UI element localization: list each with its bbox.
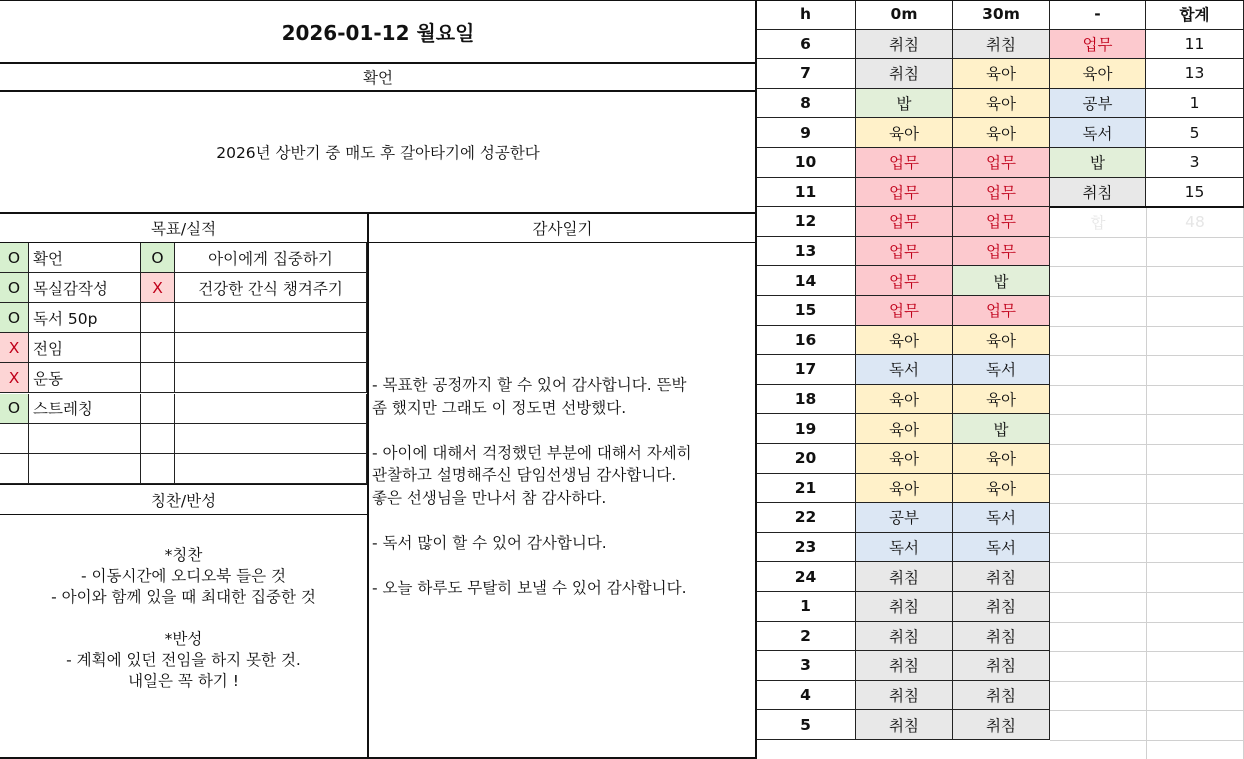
praise-line: *반성 bbox=[164, 630, 203, 648]
summary-category[interactable]: 업무 bbox=[1050, 30, 1146, 60]
goal-status-mark[interactable] bbox=[0, 454, 29, 484]
gratitude-line: 좋은 선생님을 만나서 참 감사하다. bbox=[372, 488, 607, 507]
summary-category[interactable]: 취침 bbox=[1050, 178, 1146, 208]
hour-cell: 6 bbox=[756, 30, 856, 60]
hour-cell: 5 bbox=[756, 710, 856, 740]
slot-30m[interactable]: 밥 bbox=[953, 266, 1050, 296]
slot-0m[interactable]: 육아 bbox=[856, 326, 953, 356]
summary-total[interactable]: 1 bbox=[1146, 89, 1244, 119]
slot-0m[interactable]: 육아 bbox=[856, 444, 953, 474]
slot-30m[interactable]: 업무 bbox=[953, 178, 1050, 208]
summary-category[interactable]: 육아 bbox=[1050, 59, 1146, 89]
hour-cell: 11 bbox=[756, 178, 856, 208]
slot-0m[interactable]: 취침 bbox=[856, 710, 953, 740]
gratitude-line bbox=[372, 554, 756, 577]
hour-cell: 16 bbox=[756, 326, 856, 356]
slot-30m[interactable]: 취침 bbox=[953, 710, 1050, 740]
summary-category[interactable]: 밥 bbox=[1050, 148, 1146, 178]
goal-status-mark[interactable] bbox=[141, 303, 175, 333]
summary-category[interactable]: 공부 bbox=[1050, 89, 1146, 119]
schedule-header: 30m bbox=[953, 0, 1050, 30]
affirmation-header: 확언 bbox=[363, 69, 393, 87]
slot-0m[interactable]: 업무 bbox=[856, 148, 953, 178]
praise-line: - 계획에 있던 전임을 하지 못한 것. bbox=[66, 651, 301, 669]
slot-30m[interactable]: 육아 bbox=[953, 59, 1050, 89]
goal-label[interactable]: 독서 50p bbox=[29, 303, 141, 333]
hour-cell: 19 bbox=[756, 414, 856, 444]
goal-label[interactable] bbox=[29, 454, 141, 484]
summary-total[interactable]: 15 bbox=[1146, 178, 1244, 208]
goal-status-mark[interactable] bbox=[141, 454, 175, 484]
hour-cell: 13 bbox=[756, 237, 856, 267]
slot-30m[interactable]: 취침 bbox=[953, 30, 1050, 60]
hour-cell: 2 bbox=[756, 622, 856, 652]
gratitude-line: - 아이에 대해서 걱정했던 부분에 대해서 자세히 bbox=[372, 443, 692, 462]
goal-label[interactable] bbox=[175, 454, 367, 484]
gratitude-line bbox=[372, 419, 756, 442]
hour-cell: 4 bbox=[756, 681, 856, 711]
goal-label[interactable]: 건강한 간식 챙겨주기 bbox=[175, 273, 367, 303]
summary-total-label: 합 bbox=[1090, 213, 1106, 232]
goal-status-mark[interactable] bbox=[141, 394, 175, 424]
praise-line bbox=[0, 608, 367, 629]
praise-line: 내일은 꼭 하기 ! bbox=[128, 672, 239, 690]
hour-cell: 21 bbox=[756, 474, 856, 504]
slot-30m[interactable]: 취침 bbox=[953, 651, 1050, 681]
slot-30m[interactable]: 업무 bbox=[953, 237, 1050, 267]
summary-header: 합계 bbox=[1146, 0, 1244, 30]
slot-30m[interactable]: 취침 bbox=[953, 681, 1050, 711]
slot-0m[interactable]: 업무 bbox=[856, 296, 953, 326]
slot-30m[interactable]: 취침 bbox=[953, 622, 1050, 652]
slot-0m[interactable]: 육아 bbox=[856, 385, 953, 415]
slot-0m[interactable]: 독서 bbox=[856, 355, 953, 385]
goal-status-mark[interactable]: O bbox=[0, 394, 29, 424]
goals-header: 목표/실적 bbox=[150, 220, 217, 238]
goal-status-mark[interactable]: X bbox=[0, 333, 29, 363]
slot-30m[interactable]: 독서 bbox=[953, 533, 1050, 563]
slot-0m[interactable]: 업무 bbox=[856, 207, 953, 237]
summary-total[interactable]: 11 bbox=[1146, 30, 1244, 60]
praise-header: 칭찬/반성 bbox=[150, 492, 217, 510]
schedule-header: h bbox=[756, 0, 856, 30]
goal-status-mark[interactable] bbox=[141, 424, 175, 454]
praise-body bbox=[0, 545, 367, 692]
slot-30m[interactable]: 취침 bbox=[953, 562, 1050, 592]
slot-30m[interactable]: 업무 bbox=[953, 296, 1050, 326]
goal-label[interactable]: 확언 bbox=[29, 243, 141, 273]
slot-0m[interactable]: 업무 bbox=[856, 178, 953, 208]
hour-cell: 1 bbox=[756, 592, 856, 622]
slot-30m[interactable]: 육아 bbox=[953, 444, 1050, 474]
slot-30m[interactable]: 육아 bbox=[953, 89, 1050, 119]
goal-status-mark[interactable]: O bbox=[0, 303, 29, 333]
slot-0m[interactable]: 취침 bbox=[856, 622, 953, 652]
goal-label[interactable] bbox=[175, 394, 367, 424]
goal-label[interactable]: 아이에게 집중하기 bbox=[175, 243, 367, 273]
gratitude-line: - 독서 많이 할 수 있어 감사합니다. bbox=[372, 533, 607, 552]
slot-30m[interactable]: 밥 bbox=[953, 414, 1050, 444]
slot-0m[interactable]: 업무 bbox=[856, 237, 953, 267]
goal-status-mark[interactable] bbox=[141, 363, 175, 393]
hour-cell: 17 bbox=[756, 355, 856, 385]
slot-0m[interactable]: 육아 bbox=[856, 474, 953, 504]
gratitude-line bbox=[372, 509, 756, 532]
goal-status-mark[interactable]: O bbox=[0, 243, 29, 273]
gratitude-line: - 오늘 하루도 무탈히 보낼 수 있어 감사합니다. bbox=[372, 578, 687, 597]
hour-cell: 10 bbox=[756, 148, 856, 178]
hour-cell: 23 bbox=[756, 533, 856, 563]
gratitude-header: 감사일기 bbox=[532, 220, 593, 238]
summary-category[interactable]: 독서 bbox=[1050, 118, 1146, 148]
slot-30m[interactable]: 육아 bbox=[953, 118, 1050, 148]
gratitude-line: - 목표한 공정까지 할 수 있어 감사합니다. 뜬박 bbox=[372, 376, 687, 394]
date-title: 2026-01-12 월요일 bbox=[281, 20, 475, 45]
summary-header: - bbox=[1050, 0, 1146, 30]
goal-label[interactable] bbox=[175, 333, 367, 363]
goal-label[interactable] bbox=[175, 424, 367, 454]
slot-0m[interactable]: 취침 bbox=[856, 651, 953, 681]
slot-0m[interactable]: 취침 bbox=[856, 59, 953, 89]
hour-cell: 14 bbox=[756, 266, 856, 296]
goal-status-mark[interactable] bbox=[0, 424, 29, 454]
goal-label[interactable] bbox=[175, 363, 367, 393]
hour-cell: 8 bbox=[756, 89, 856, 119]
hour-cell: 7 bbox=[756, 59, 856, 89]
hour-cell: 24 bbox=[756, 562, 856, 592]
praise-line: - 아이와 함께 있을 때 최대한 집중한 것 bbox=[51, 588, 316, 606]
gratitude-line: 관찰하고 설명해주신 담임선생님 감사합니다. bbox=[372, 466, 677, 484]
schedule-header: 0m bbox=[856, 0, 953, 30]
slot-30m[interactable]: 업무 bbox=[953, 207, 1050, 237]
slot-30m[interactable]: 육아 bbox=[953, 326, 1050, 356]
goal-label[interactable] bbox=[175, 303, 367, 333]
slot-30m[interactable]: 독서 bbox=[953, 355, 1050, 385]
slot-0m[interactable]: 육아 bbox=[856, 118, 953, 148]
slot-0m[interactable]: 취침 bbox=[856, 681, 953, 711]
summary-grand-total: 48 bbox=[1185, 212, 1205, 231]
slot-30m[interactable]: 업무 bbox=[953, 148, 1050, 178]
slot-30m[interactable]: 육아 bbox=[953, 385, 1050, 415]
slot-30m[interactable]: 육아 bbox=[953, 474, 1050, 504]
slot-0m[interactable]: 업무 bbox=[856, 266, 953, 296]
slot-0m[interactable]: 취침 bbox=[856, 30, 953, 60]
summary-total[interactable]: 3 bbox=[1146, 148, 1244, 178]
gratitude-line: 좀 했지만 그래도 이 정도면 선방했다. bbox=[372, 398, 627, 417]
hour-cell: 12 bbox=[756, 207, 856, 237]
hour-cell: 18 bbox=[756, 385, 856, 415]
hour-cell: 22 bbox=[756, 503, 856, 533]
summary-total[interactable]: 5 bbox=[1146, 118, 1244, 148]
slot-0m[interactable]: 밥 bbox=[856, 89, 953, 119]
slot-0m[interactable]: 취침 bbox=[856, 562, 953, 592]
goal-status-mark[interactable]: O bbox=[0, 273, 29, 303]
slot-30m[interactable]: 취침 bbox=[953, 592, 1050, 622]
goal-status-mark[interactable]: X bbox=[0, 363, 29, 393]
goal-label[interactable]: 전임 bbox=[29, 333, 141, 363]
slot-0m[interactable]: 취침 bbox=[856, 592, 953, 622]
goal-status-mark[interactable] bbox=[141, 333, 175, 363]
slot-0m[interactable]: 육아 bbox=[856, 414, 953, 444]
hour-cell: 3 bbox=[756, 651, 856, 681]
slot-30m[interactable]: 독서 bbox=[953, 503, 1050, 533]
goal-status-mark[interactable]: O bbox=[141, 243, 175, 273]
summary-total[interactable]: 13 bbox=[1146, 59, 1244, 89]
goal-status-mark[interactable]: X bbox=[141, 273, 175, 303]
goal-label[interactable]: 스트레칭 bbox=[29, 394, 141, 424]
goal-label[interactable]: 목실감작성 bbox=[29, 273, 141, 303]
hour-cell: 9 bbox=[756, 118, 856, 148]
gratitude-body bbox=[372, 374, 756, 599]
hour-cell: 20 bbox=[756, 444, 856, 474]
goal-label[interactable]: 운동 bbox=[29, 363, 141, 393]
hour-cell: 15 bbox=[756, 296, 856, 326]
slot-0m[interactable]: 공부 bbox=[856, 503, 953, 533]
goal-label[interactable] bbox=[29, 424, 141, 454]
slot-0m[interactable]: 독서 bbox=[856, 533, 953, 563]
praise-line: - 이동시간에 오디오북 들은 것 bbox=[81, 567, 286, 585]
affirmation-text: 2026년 상반기 중 매도 후 갈아타기에 성공한다 bbox=[216, 144, 540, 162]
praise-line: *칭찬 bbox=[164, 546, 203, 564]
